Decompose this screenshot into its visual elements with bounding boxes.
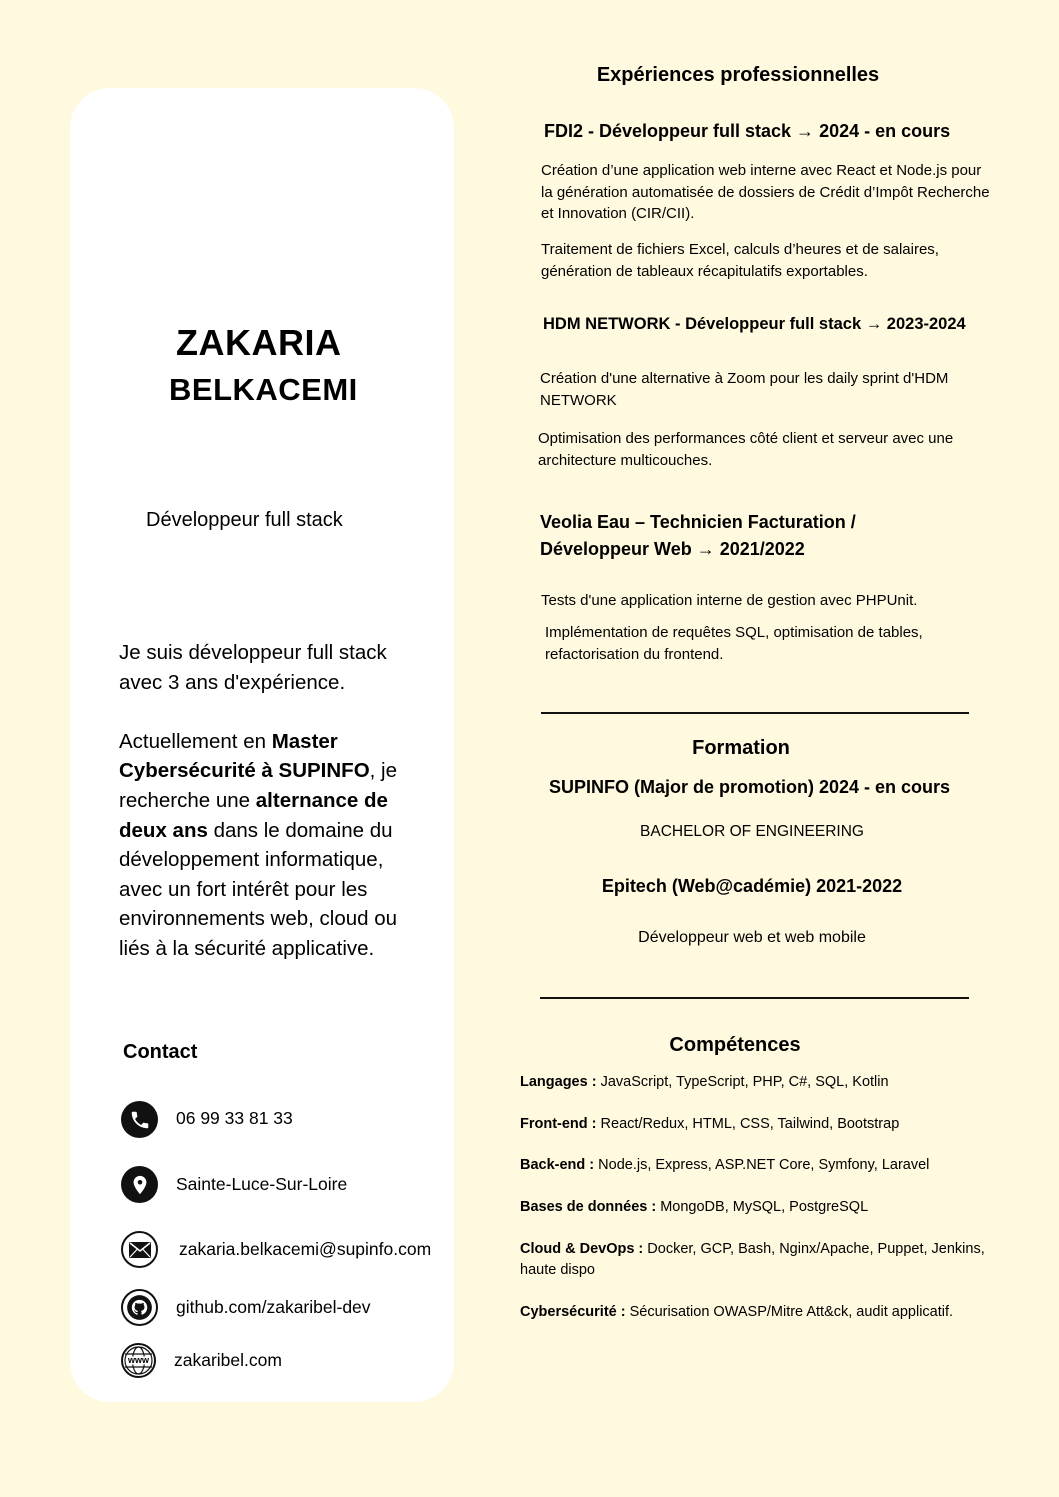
contact-title: Contact xyxy=(123,1041,198,1063)
location-pin-icon xyxy=(121,1166,158,1203)
phone-icon xyxy=(121,1101,158,1138)
job-title-hdm: HDM NETWORK - Développeur full stack → 2023-2024 xyxy=(543,315,966,333)
job-desc-fdi2-1: Création d’une application web interne avec React et Node.js pour la génération automatisée de dossiers de Crédit d’Impôt Recherche et Innovation (CIR/CII). xyxy=(541,162,990,222)
experience-title: Expériences professionnelles xyxy=(596,64,880,86)
first-name: ZAKARIA xyxy=(176,322,342,363)
contact-phone[interactable]: 06 99 33 81 33 xyxy=(176,1108,293,1128)
about-section xyxy=(119,638,419,964)
mail-icon xyxy=(121,1231,158,1268)
job-desc-hdm-1: Création d'une alternative à Zoom pour les daily sprint d'HDM NETWORK xyxy=(540,370,949,409)
contact-email[interactable]: zakaria.belkacemi@supinfo.com xyxy=(179,1239,432,1259)
job-desc-veolia-1: Tests d'une application interne de gestion avec PHPUnit. xyxy=(541,592,918,609)
skill-frontend: Front-end : React/Redux, HTML, CSS, Tailwind, Bootstrap xyxy=(520,1116,900,1132)
skill-cloud-devops: Cloud & DevOps : Docker, GCP, Bash, Nginx/Apache, Puppet, Jenkins, haute dispo xyxy=(520,1241,985,1278)
skill-cybersecurity: Cybersécurité : Sécurisation OWASP/Mitre Att&ck, audit applicatif. xyxy=(520,1304,954,1320)
job-role: Développeur full stack xyxy=(146,509,343,531)
job-desc-veolia-2: Implémentation de requêtes SQL, optimisation de tables, refactorisation du frontend. xyxy=(545,624,923,663)
school-epitech: Epitech (Web@cadémie) 2021-2022 xyxy=(601,876,903,896)
skill-databases: Bases de données : MongoDB, MySQL, PostgreSQL xyxy=(520,1199,869,1215)
degree-epitech: Développeur web et web mobile xyxy=(638,929,866,946)
job-title-fdi2: FDI2 - Développeur full stack → 2024 - en cours xyxy=(544,121,951,141)
divider xyxy=(541,712,969,714)
last-name: BELKACEMI xyxy=(169,372,358,407)
skill-backend: Back-end : Node.js, Express, ASP.NET Core, Symfony, Laravel xyxy=(520,1157,930,1173)
skill-languages: Langages : JavaScript, TypeScript, PHP, C#, SQL, Kotlin xyxy=(520,1074,889,1090)
contact-location: Sainte-Luce-Sur-Loire xyxy=(176,1174,348,1194)
school-supinfo: SUPINFO (Major de promotion) 2024 - en cours xyxy=(549,777,951,797)
divider xyxy=(540,997,969,999)
job-desc-fdi2-2: Traitement de fichiers Excel, calculs d’heures et de salaires, génération de tableaux récapitulatifs exportables. xyxy=(541,241,939,280)
contact-website[interactable]: zakaribel.com xyxy=(174,1350,282,1370)
github-icon xyxy=(121,1289,158,1326)
about-paragraph-1: Je suis développeur full stack avec 3 ans d'expérience. xyxy=(119,641,387,694)
degree-supinfo: BACHELOR OF ENGINEERING xyxy=(640,823,864,840)
contact-github[interactable]: github.com/zakaribel-dev xyxy=(176,1297,371,1317)
job-title-veolia: Veolia Eau – Technicien Facturation / Développeur Web → 2021/2022 xyxy=(540,512,856,559)
globe-icon xyxy=(121,1343,156,1378)
skills-title: Compétences xyxy=(669,1034,801,1056)
job-desc-hdm-2: Optimisation des performances côté client et serveur avec une architecture multicouches. xyxy=(538,430,954,469)
education-title: Formation xyxy=(692,737,790,759)
globe-www-label: www xyxy=(127,1355,149,1365)
about-paragraph-2: Actuellement en Master Cybersécurité à SUPINFO, je recherche une alternance de deux ans dans le domaine du développement informatique, avec un fort intérêt pour les environnements web, cloud ou liés à la sécurité applicative. xyxy=(119,729,398,960)
